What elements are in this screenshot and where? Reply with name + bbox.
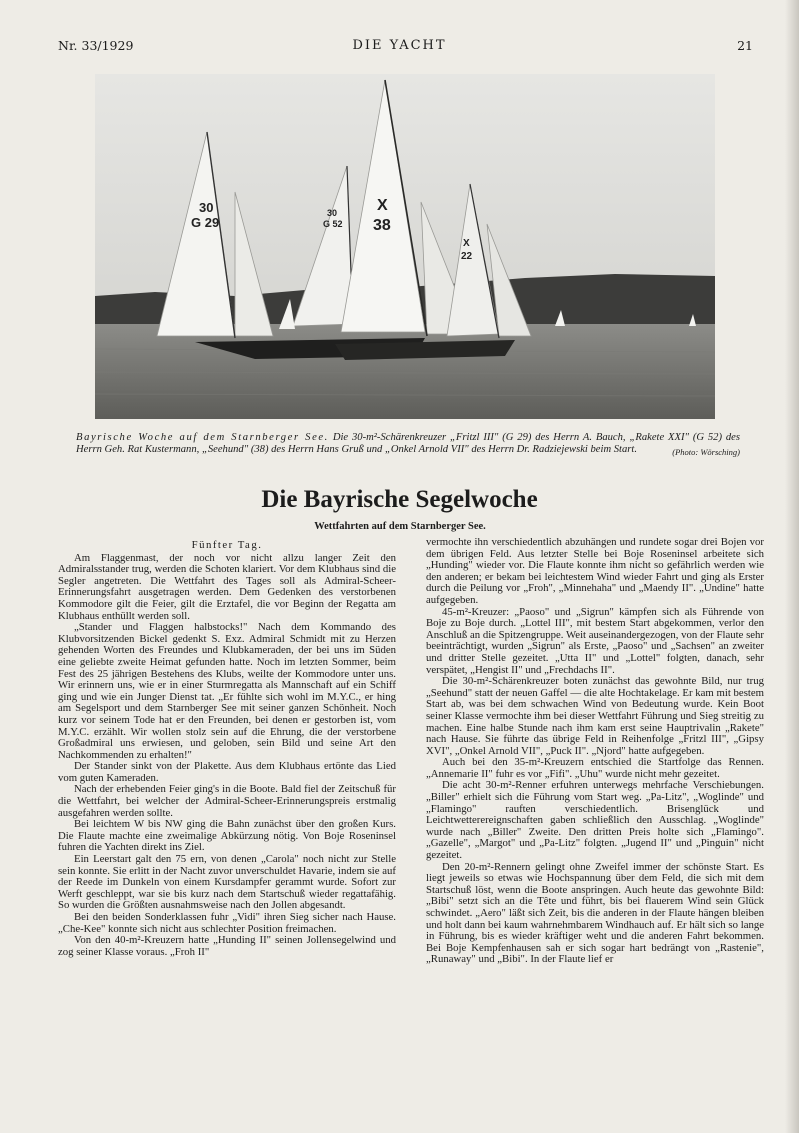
sail-number-x22: X [463, 238, 470, 249]
article-title: Die Bayrische Segelwoche [261, 486, 538, 513]
sail-number-x38: X [377, 197, 388, 214]
issue-number: Nr. 33/1929 [58, 38, 134, 53]
sail-number-g52-line: G 52 [323, 219, 343, 229]
paragraph: Die 30-m²-Schärenkreuzer boten zunächst das gewohnte Bild, nur trug „Seehund" statt der neuen Gaffel — die alte Hochtakelage. Er kam mit bestem Start ab, was bei dem schwachen Wind von Bedeutung wurde. Kein Boot seiner Klasse vermochte ihm bei dieser Wettfahrt Führung und Sieg streitig zu machen. Eine halbe Stunde nach ihm kam erst seine Hauptrivalin „Rakete" nach Hause. Sie führte das übrige Feld in Reihenfolge „Fritzl III", „Gipsy XVI", „Onkel Arnold VII", „Puck II". „Njord" hatte aufgegeben. [426, 675, 764, 757]
paragraph: Bei den beiden Sonderklassen fuhr „Vidi" ihren Sieg sicher nach Hause. „Che-Kee" konnte sich nicht aus schlechter Position freimachen. [58, 911, 396, 935]
paragraph: 45-m²-Kreuzer: „Paoso" und „Sigrun" kämpfen sich als Führende von Boje zu Boje durch. „Lottel III", mit bestem Start abgekommen, verlor den Anschluß an die Spitzengruppe. Weit auseinandergezogen, von der Flaute sehr beeinträchtigt, wurden „Sigrun" als Erste, „Paoso" und „Sachsen" an zweiter und dritter Stelle gezeitet. „Utta II" und „Lottel" folgten, danach, sehr verspätet, „Hengist II" und „Frechdachs II". [426, 605, 764, 676]
right-column [426, 537, 764, 966]
page-header [0, 38, 799, 58]
sail-number-30-g29: 30 [199, 200, 214, 215]
left-column [58, 540, 396, 958]
paragraph: Der Stander sinkt von der Plakette. Aus dem Klubhaus ertönte das Lied vom guten Kameraden. [58, 760, 396, 784]
paragraph: Ein Leerstart galt den 75 ern, von denen „Carola" noch nicht zur Stelle sein konnte. Sie erlitt in der Nacht zuvor unverschuldet Havarie, indem sie auf der Reede im Dunkeln von einem Kursdampfer gerammt wurde. Sofort zur Werft geschleppt, war sie bis kurz nach dem Startschuß wieder regattafähig. So wurden die Größten ausnahmsweise nach den Jollen abgesandt. [58, 853, 396, 912]
article-subtitle: Wettfahrten auf dem Starnberger See. [314, 521, 486, 532]
photo-credit: (Photo: Wörsching) [672, 447, 740, 457]
caption-lead: Bayrische Woche auf dem Starnberger See. [76, 432, 329, 443]
paragraph: Bei leichtem W bis NW ging die Bahn zunächst über den großen Kurs. Die Flaute machte eine zweimalige Abkürzung nötig. Von Boje Roseninsel fuhren die Yachten direkt ins Ziel. [58, 818, 396, 854]
page-edge-shadow [785, 0, 799, 1133]
section-heading: Fünfter Tag. [191, 539, 263, 551]
paragraph: Den 20-m²-Rennern gelingt ohne Zweifel immer der schönste Start. Es liegt jeweils so etwas wie Hochspannung über dem Feld, die sich mit dem Startschuß löst, wenn die Boote anspringen. Auch heute das gewohnte Bild: „Bibi" setzt sich an die Tête und führt, bis bei flauerem Wind sein Glück schwindet. „Aero" läßt sich Zeit, bis die anderen in der Flaute hängen bleiben und holt dann bei kaum wahrnehmbarem Windhauch auf. Er hält sich so lange in Führung, bis es wieder kräftiger weht und die anderen Fahrt bekommen. Bei Boje Kempfenhausen sah er sich sogar hart bedrängt von „Rastenie", „Runaway" und „Bibi". In der Flaute lief er [426, 860, 764, 966]
paragraph: Die acht 30-m²-Renner erfuhren unterwegs mehrfache Verschiebungen. „Biller" erhielt sich die Führung vom Start weg. „Pa-Litz", „Woglinde" und „Flamingo" rauften verschiedentlich. Brisenglück und Leichtwetterereignschaften gaben schließlich den Ausschlag. „Woglinde" wurde nach „Biller" Zweite. Den dritten Preis holte sich „Flamingo". „Gazelle", „Margot" und „Pa-Litz" folgten. „Jugend II" und „Pinguin" nicht gezeitet. [426, 779, 764, 862]
caption-text: Die 30-m²-Schärenkreuzer „Fritzl III" (G 29) des Herrn A. Bauch, „Rakete XXI" (G 52) des Herrn Geh. Rat Kustermann, „Seehund" (38) des Herrn Hans Gruß und „Onkel Arnold VII" des Herrn Dr. Radziejewski beim Start. [76, 432, 741, 455]
sailing-photo [95, 74, 715, 419]
paragraph: vermochte ihn verschiedentlich abzuhängen und rundete sogar drei Bojen vor dem übrigen Feld. Aus letzter Stelle bei Boje Roseninsel arbeitete sich „Hunding" wieder vor. Die Flaute konnte ihm nicht so gefährlich werden wie den anderen; er bekam bei leichtestem Wind wieder Fahrt und ging als Erster durch die Peilung vor „Froh", „Minnehaha" und „Maendy II". „Undine" hatte aufgegeben. [426, 536, 764, 606]
sail-number-30-g52: 30 [327, 208, 338, 218]
paragraph: Von den 40-m²-Kreuzern hatte „Hunding II" seinen Jollensegelwind und zog seiner Klasse voraus. „Froh II" [58, 934, 396, 958]
sail-number-22-line: 22 [461, 251, 473, 262]
paragraph: „Stander und Flaggen halbstocks!" Nach dem Kommando des Klubvorsitzenden Bickel gedenkt S. Exz. Admiral Schmidt mit zu Herzen gehenden Worten des Freundes und Klubkameraden, der bei uns im Süden eine geliebte zweite Heimat gefunden hatte. Noch im letzten Sommer, beim Fest des 25 jährigen Bestehens des Klubs, weilte der Kommodore unter uns. Wir erinnern uns, wie er in einer Sturmregatta als Mannschaft auf ein Schiff ging und wie ein Junger Dienst tat. „Er fühlte sich wohl im M.Y.C., er hing am Segelsport und dem Starnberger See mit seiner ganzen Schönheit. Noch kurz vor seinem Tode hat er den Freunden, bei denen er gestorben ist, vom M.Y.C. erzählt. Wir wollen stolz sein auf die Ehrung, die der verstorbene Großadmiral uns erwiesen, und geloben, sein Bild und seine Art den Nachkommenden zu erhalten!" [58, 621, 396, 761]
sail-number-38-line: 38 [373, 217, 391, 234]
paragraph: Auch bei den 35-m²-Kreuzern entschied die Startfolge das Rennen. „Annemarie II" fuhr es vor „Fifi". „Uhu" wurde nicht mehr gezeitet. [426, 756, 764, 780]
page-number: 21 [737, 38, 753, 53]
paragraph: Nach der erhebenden Feier ging's in die Boote. Bald fiel der Zeitschuß für die Wettfahrt, bei welcher der Admiral-Scheer-Erinnerungspreis erstmalig ausgefahren werden sollte. [58, 783, 396, 819]
photo-caption [76, 432, 740, 458]
magazine-title: DIE YACHT [352, 38, 447, 53]
paragraph: Am Flaggenmast, der noch vor nicht allzu langer Zeit den Admiralsstander trug, werden die Schoten klariert. Vor dem Klubhaus sind die Segler angetreten. Die Wettfahrt des Tages soll als Admiral-Scheer-Erinnerungsfahrt ausgetragen werden. Dem Gedenken des verstorbenen Kommodore gilt die Feier, gilt die Erztafel, die vor Beginn der Regatta am Klubhaus enthüllt werden soll. [58, 551, 396, 622]
sail-number-g29-line: G 29 [191, 215, 220, 230]
